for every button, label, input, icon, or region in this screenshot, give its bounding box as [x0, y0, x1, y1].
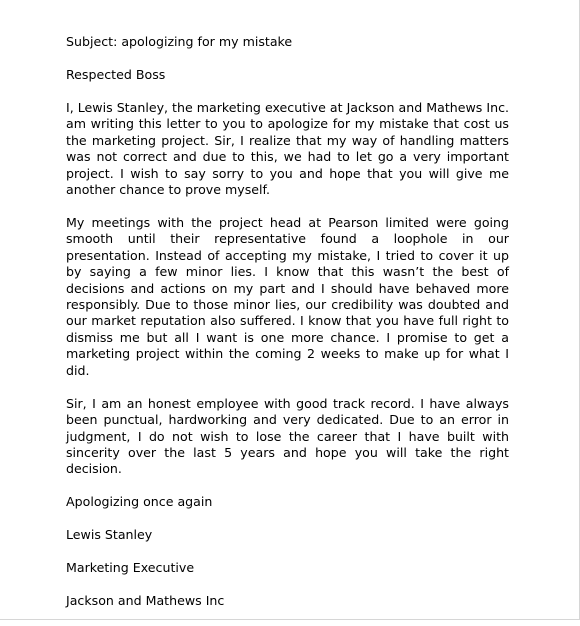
signature-name: Lewis Stanley: [66, 527, 153, 543]
letter-paragraph-1: I, Lewis Stanley, the marketing executive at Jackson and Mathews Inc. am writing this letter to you to apologize for my mistake that cost us the marketing project. Sir, I realize that my way of handling matters was not correct and due to this, we had to let go a very important project. I wish to say sorry to you and hope that you will give me another chance to prove myself.: [66, 100, 509, 198]
letter-paragraph-3: Sir, I am an honest employee with good track record. I have always been punctual, hardworking and very dedicated. Due to an error in judgment, I do not wish to lose the career that I have built with sincerity over the last 5 years and hope you will take the right decision.: [66, 395, 509, 477]
letter-body: [66, 34, 509, 626]
signature-title: Marketing Executive: [66, 560, 195, 576]
letter-paragraph-2: My meetings with the project head at Pearson limited were going smooth until their representative found a loophole in our presentation. Instead of accepting my mistake, I tried to cover it up by saying a few minor lies. I know that this wasn’t the best of decisions and actions on my part and I should have behaved more responsibly. Due to those minor lies, our credibility was doubted and our market reputation also suffered. I know that you have full right to dismiss me but all I want is one more chance. I promise to get a marketing project within the coming 2 weeks to make up for what I did.: [66, 215, 509, 378]
letter-closing: Apologizing once again: [66, 494, 213, 510]
signature-company: Jackson and Mathews Inc: [66, 593, 225, 609]
letter-salutation: Respected Boss: [66, 67, 166, 82]
letter-subject: Subject: apologizing for my mistake: [66, 34, 293, 49]
